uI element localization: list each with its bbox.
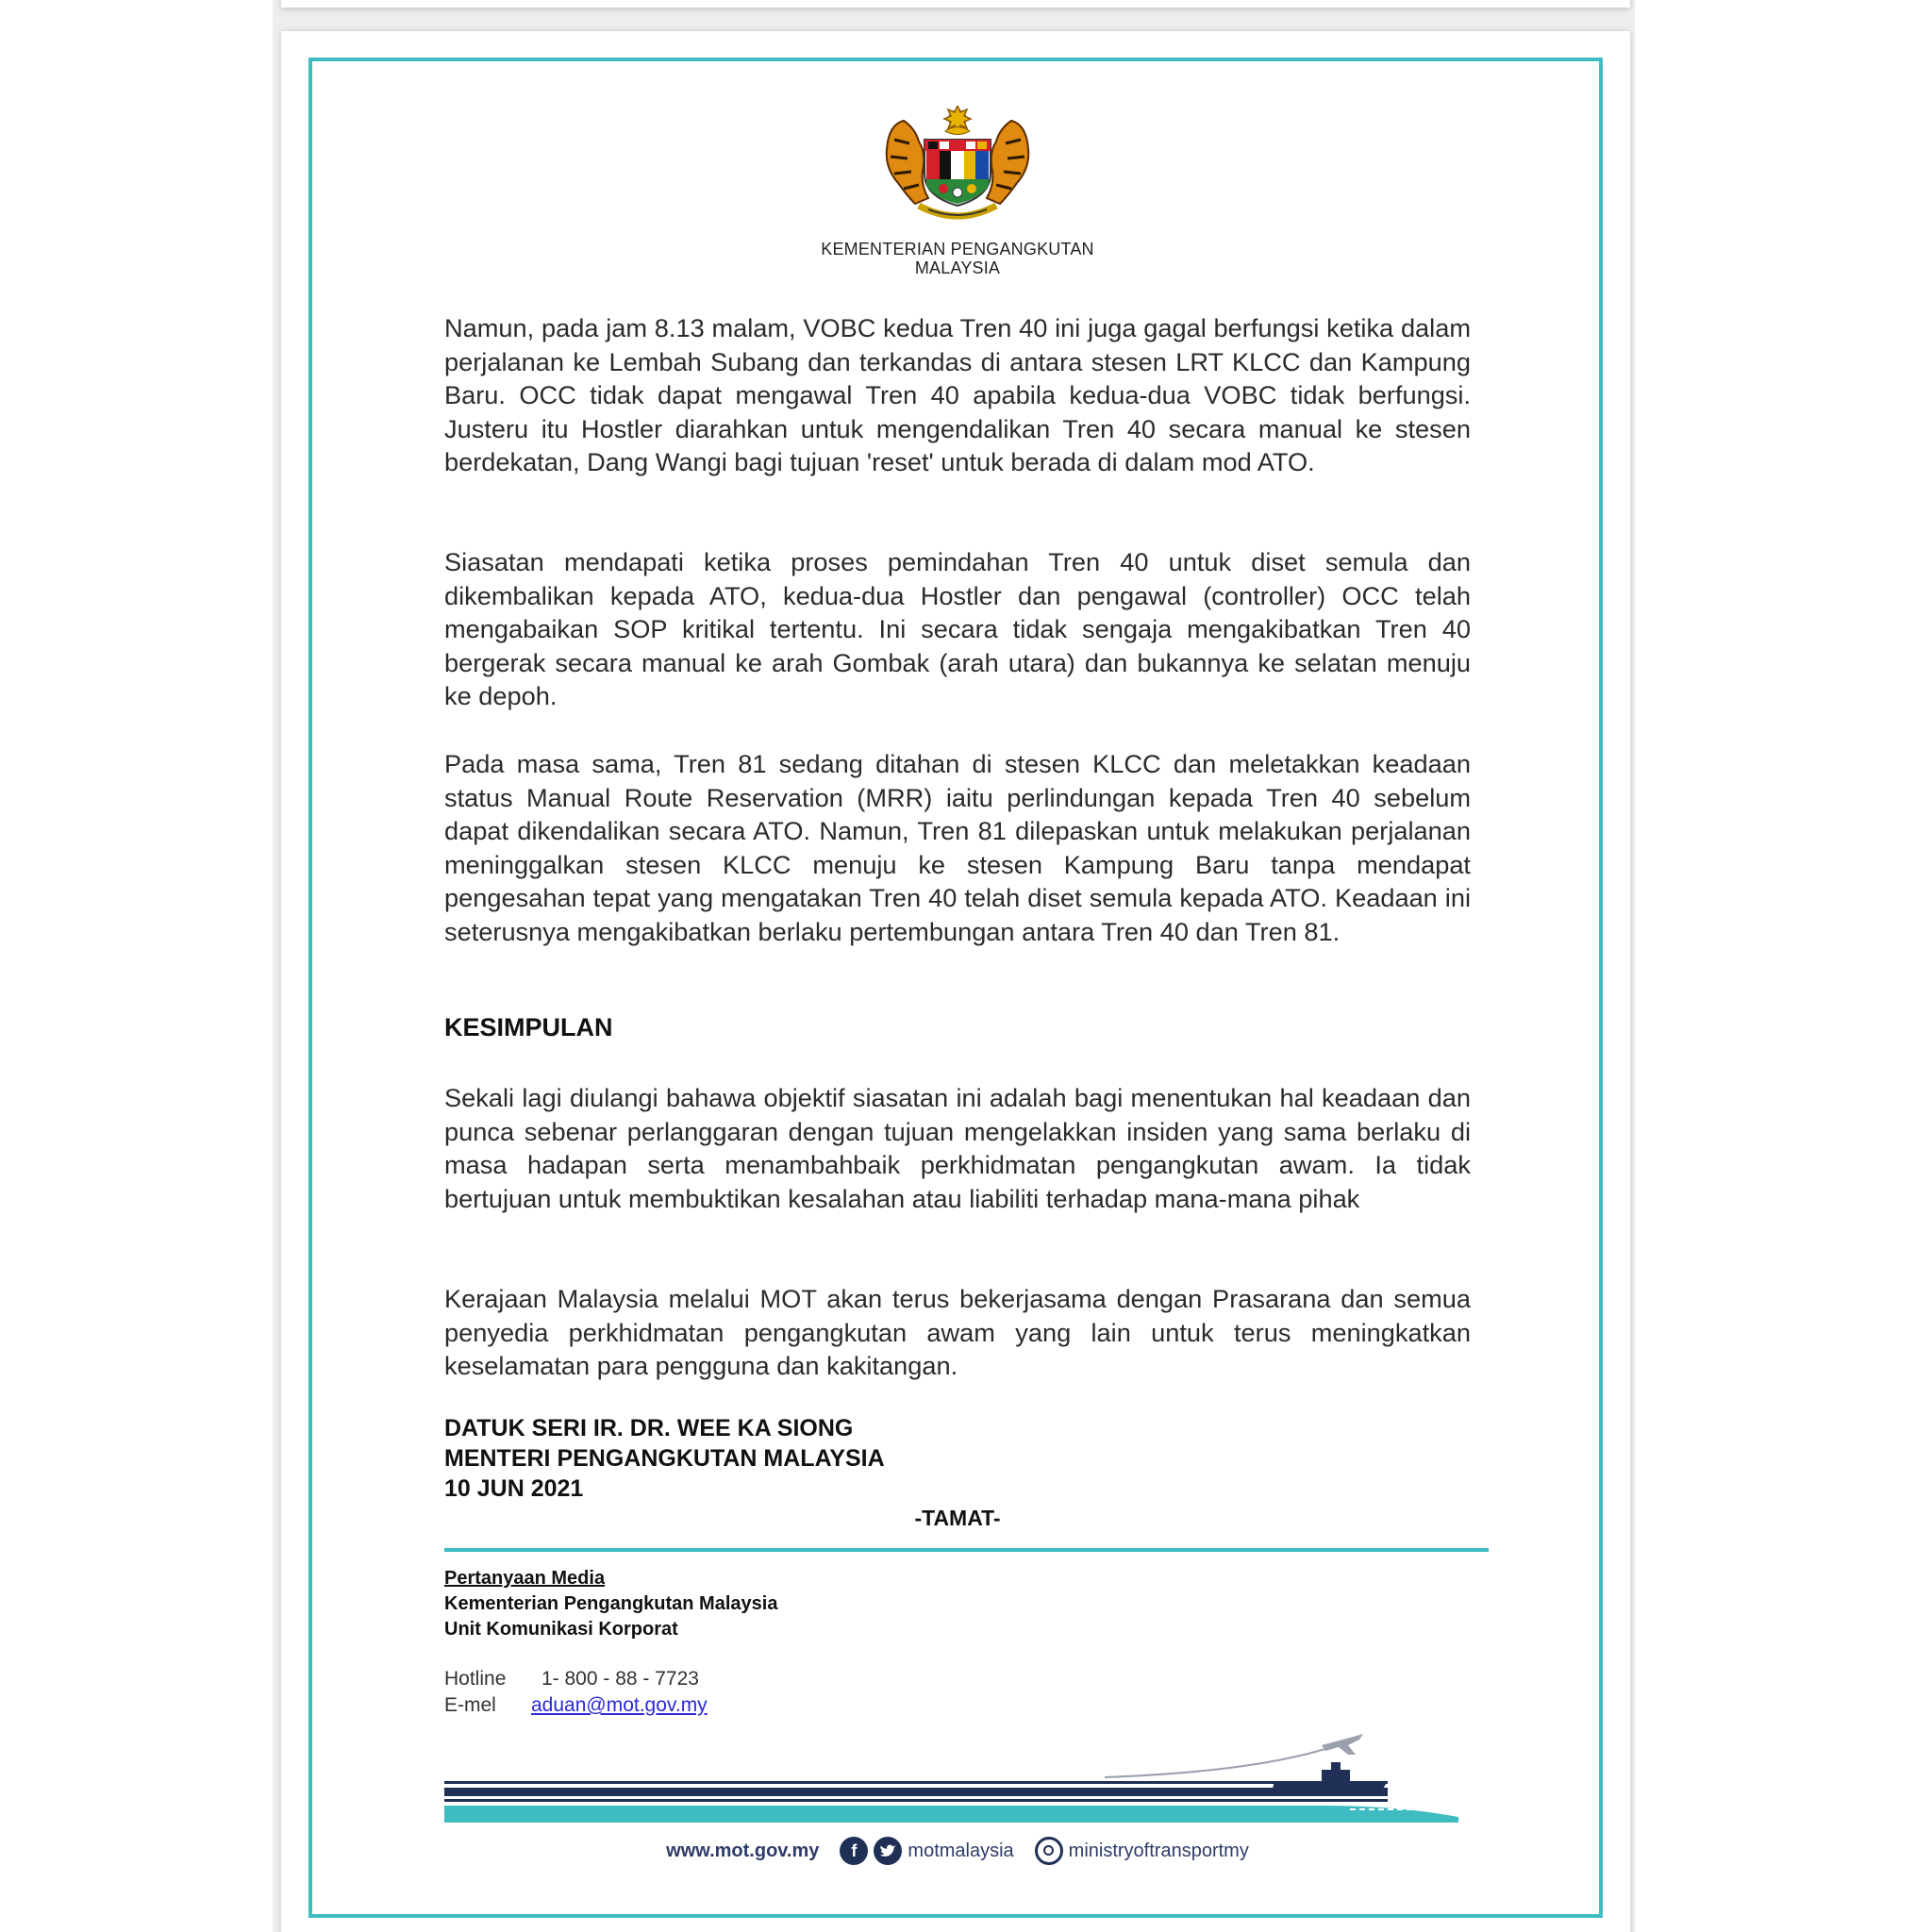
footer-divider [444, 1548, 1489, 1552]
left-margin [0, 0, 276, 1932]
release-date: 10 JUN 2021 [444, 1475, 584, 1502]
email-link[interactable]: aduan@mot.gov.my [531, 1694, 708, 1716]
website-link[interactable]: www.mot.gov.my [666, 1840, 820, 1861]
paragraph-4: Sekali lagi diulangi bahawa objektif siasatan ini adalah bagi menentukan hal keadaan dan punca sebenar perlanggaran dengan tujuan mengelakkan insiden yang sama berlaku di masa hadapan serta menambahbaik perkhidmatan pengangkutan awam. Ia tidak bertujuan untuk membuktikan kesalahan atau liabiliti terhadap mana-mana pihak [444, 1083, 1471, 1213]
transport-train-ship-plane-illustration [444, 1734, 1458, 1823]
right-margin [1635, 0, 1932, 1932]
hotline-row [444, 1666, 708, 1692]
facebook-icon[interactable]: f [840, 1837, 868, 1865]
paragraph-3: Pada masa sama, Tren 81 sedang ditahan di stesen KLCC dan meletakkan keadaan status Manual Route Reservation (MRR) iaitu perlindungan kepada Tren 40 sebelum dapat dikendalikan secara ATO. Namun, Tren 81 dilepaskan untuk melakukan perjalanan meninggalkan stesen KLCC menuju ke stesen Kampung Baru tanpa mendapat pengesahan tepat yang mengatakan Tren 40 telah diset semula kepada ATO. Keadaan ini seterusnya mengakibatkan berlaku pertembungan antara Tren 40 dan Tren 81. [444, 749, 1471, 946]
email-row [444, 1692, 708, 1719]
ministry-name-line2: MALAYSIA [914, 258, 1001, 277]
ministry-name [717, 240, 1198, 277]
signatory-name: DATUK SERI IR. DR. WEE KA SIONG [444, 1415, 854, 1441]
instagram-group[interactable] [1035, 1837, 1249, 1865]
media-contact-unit: Unit Komunikasi Korporat [444, 1619, 678, 1640]
media-contact-block [444, 1566, 777, 1642]
previous-page-edge[interactable] [281, 0, 1630, 8]
ministry-name-line1: KEMENTERIAN PENGANGKUTAN [821, 240, 1094, 258]
media-contact-title: Pertanyaan Media [444, 1568, 606, 1589]
end-mark: -TAMAT- [914, 1506, 1001, 1530]
section-heading: KESIMPULAN [444, 1013, 613, 1041]
twitter-icon[interactable] [874, 1837, 902, 1865]
social-handle-group[interactable] [840, 1837, 1013, 1865]
paragraph-5: Kerajaan Malaysia melalui MOT akan terus bekerjasama dengan Prasarana dan semua penyedia perkhidmatan pengangkutan awam yang lain untuk terus meningkatkan keselamatan para pengguna dan kakitangan. [444, 1284, 1471, 1380]
email-label: E-mel [444, 1694, 496, 1716]
instagram-handle[interactable]: ministryoftransportmy [1068, 1840, 1249, 1861]
signature-block [444, 1413, 885, 1504]
signatory-title: MENTERI PENGANGKUTAN MALAYSIA [444, 1445, 885, 1472]
hotline-value: 1- 800 - 88 - 7723 [541, 1668, 699, 1690]
paragraph-1: Namun, pada jam 8.13 malam, VOBC kedua Tren 40 ini juga gagal berfungsi ketika dalam perjalanan ke Lembah Subang dan terkandas di antara stesen LRT KLCC dan Kampung Baru. OCC tidak dapat mengawal Tren 40 apabila kedua-dua VOBC tidak berfungsi. Justeru itu Hostler diarahkan untuk mengendalikan Tren 40 secara manual ke stesen berdekatan, Dang Wangi bagi tujuan 'reset' untuk berada di dalam mod ATO. [444, 313, 1471, 476]
instagram-icon[interactable] [1035, 1837, 1063, 1865]
social-footer [443, 1834, 1472, 1868]
malaysia-coat-of-arms-icon [877, 106, 1038, 232]
social-handle[interactable]: motmalaysia [908, 1840, 1014, 1861]
hotline-label: Hotline [444, 1668, 507, 1690]
paragraph-2: Siasatan mendapati ketika proses pemindahan Tren 40 untuk diset semula dan dikembalikan kepada ATO, kedua-dua Hostler dan pengawal (controller) OCC telah mengabaikan SOP kritikal tertentu. Ini secara tidak sengaja mengakibatkan Tren 40 bergerak secara manual ke arah Gombak (arah utara) dan bukannya ke selatan menuju ke depoh. [444, 547, 1471, 710]
media-contact-ministry: Kementerian Pengangkutan Malaysia [444, 1593, 778, 1614]
contact-details [444, 1666, 708, 1719]
